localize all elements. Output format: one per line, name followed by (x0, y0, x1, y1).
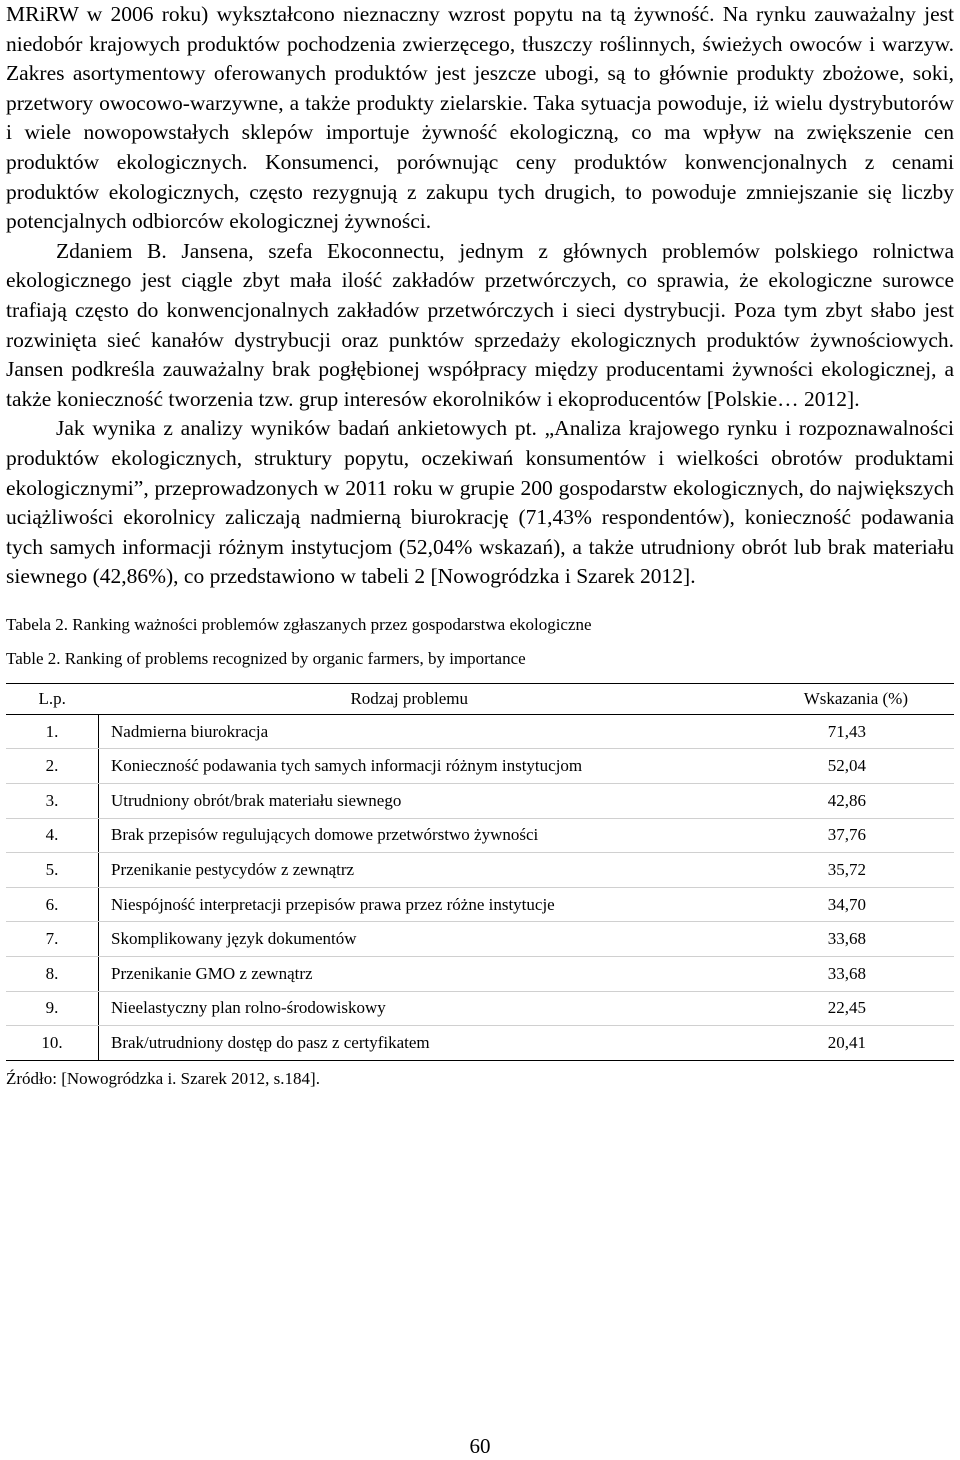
row-problem: Nadmierna biurokracja (99, 714, 709, 749)
document-page (6, 0, 954, 1089)
row-problem: Niespójność interpretacji przepisów prawa przez różne instytucje (99, 887, 709, 922)
row-lp: 7. (6, 922, 99, 957)
row-problem: Skomplikowany język dokumentów (99, 922, 709, 957)
table-caption-en: Table 2. Ranking of problems recognized by organic farmers, by importance (6, 648, 526, 668)
header-problem: Rodzaj problemu (99, 683, 709, 714)
row-lp: 8. (6, 957, 99, 992)
page-number: 60 (469, 1434, 491, 1458)
row-value: 35,72 (708, 853, 954, 888)
row-lp: 4. (6, 818, 99, 853)
table-row (6, 749, 954, 784)
row-value: 34,70 (708, 887, 954, 922)
row-value: 20,41 (708, 1026, 954, 1061)
row-problem: Brak przepisów regulujących domowe przetwórstwo żywności (99, 818, 709, 853)
table-row (6, 784, 954, 819)
row-value: 33,68 (708, 922, 954, 957)
header-value: Wskazania (%) (708, 683, 954, 714)
row-lp: 5. (6, 853, 99, 888)
row-problem: Przenikanie pestycydów z zewnątrz (99, 853, 709, 888)
row-lp: 6. (6, 887, 99, 922)
table-row (6, 887, 954, 922)
table-row (6, 957, 954, 992)
row-value: 22,45 (708, 991, 954, 1026)
table-row (6, 922, 954, 957)
table-header-row (6, 683, 954, 714)
problems-ranking-table (6, 683, 954, 1061)
row-problem: Przenikanie GMO z zewnątrz (99, 957, 709, 992)
table-row (6, 853, 954, 888)
row-lp: 9. (6, 991, 99, 1026)
table-row (6, 714, 954, 749)
row-value: 33,68 (708, 957, 954, 992)
row-value: 42,86 (708, 784, 954, 819)
paragraph-2: Zdaniem B. Jansena, szefa Ekoconnectu, jednym z głównych problemów polskiego rolnictwa ekologicznego jest ciągle zbyt mała ilość zakładów przetwórczych, co sprawia, że ekologiczne surowce trafiają często do konwencjonalnych zakładów przetwórczych i sieci dystrybucji. Poza tym zbyt słabo jest rozwinięta sieć kanałów dystrybucji oraz punktów sprzedaży ekologicznych produktów żywnościowych. Jansen podkreśla zauważalny brak pogłębionej współpracy między producentami żywności ekologicznej, a także konieczność tworzenia tzw. grup interesów ekorolników i ekoproducentów [Polskie… 2012]. (6, 238, 954, 411)
row-value: 52,04 (708, 749, 954, 784)
paragraph-1: MRiRW w 2006 roku) wykształcono nieznaczny wzrost popytu na tą żywność. Na rynku zauważalny jest niedobór krajowych produktów pochodzenia zwierzęcego, tłuszczy roślinnych, świeżych owoców i warzyw. Zakres asortymentowy oferowanych produktów jest jeszcze ubogi, są to głównie produkty zbożowe, soki, przetwory owocowo-warzywne, a także produkty zielarskie. Taka sytuacja powoduje, iż wielu dystrybutorów i wiele nowopowstałych sklepów importuje żywność ekologiczną, co ma wpływ na zwiększenie cen produktów ekologicznych. Konsumenci, porównując ceny produktów konwencjonalnych z cenami produktów ekologicznych, często rezygnują z zakupu tych drugich, to powoduje zmniejszanie się liczby potencjalnych odbiorców ekologicznej żywności. (6, 2, 954, 234)
row-value: 71,43 (708, 714, 954, 749)
table-row (6, 818, 954, 853)
row-problem: Utrudniony obrót/brak materiału siewnego (99, 784, 709, 819)
row-problem: Konieczność podawania tych samych informacji różnym instytucjom (99, 749, 709, 784)
table-caption-pl: Tabela 2. Ranking ważności problemów zgłaszanych przez gospodarstwa ekologiczne (6, 614, 592, 634)
row-lp: 2. (6, 749, 99, 784)
paragraph-3: Jak wynika z analizy wyników badań ankietowych pt. „Analiza krajowego rynku i rozpoznawalności produktów ekologicznych, struktury popytu, oczekiwań konsumentów i wielkości obrotów produktami ekologicznymi”, przeprowadzonych w 2011 roku w grupie 200 gospodarstw ekologicznych, do największych uciążliwości ekorolnicy zaliczają nadmierną biurokrację (71,43% respondentów), konieczność podawania tych samych informacji różnym instytucjom (52,04% wskazań), a także utrudniony obrót lub brak materiału siewnego (42,86%), co przedstawiono w tabeli 2 [Nowogródzka i Szarek 2012]. (6, 416, 954, 589)
table-row (6, 1026, 954, 1061)
row-lp: 1. (6, 714, 99, 749)
row-lp: 10. (6, 1026, 99, 1061)
table-row (6, 991, 954, 1026)
header-lp: L.p. (6, 683, 99, 714)
row-problem: Brak/utrudniony dostęp do pasz z certyfikatem (99, 1026, 709, 1061)
row-problem: Nieelastyczny plan rolno-środowiskowy (99, 991, 709, 1026)
table-source: Źródło: [Nowogródzka i. Szarek 2012, s.184]. (6, 1068, 320, 1088)
row-lp: 3. (6, 784, 99, 819)
row-value: 37,76 (708, 818, 954, 853)
